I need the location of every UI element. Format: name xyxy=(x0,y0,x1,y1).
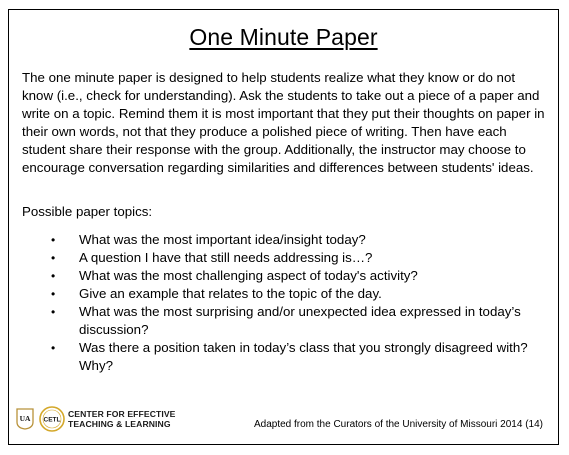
footer-logos xyxy=(16,404,176,434)
org-name-line2: TEACHING & LEARNING xyxy=(68,419,171,429)
topics-heading: Possible paper topics: xyxy=(22,204,153,219)
topic-item xyxy=(46,339,546,375)
bullet-icon: • xyxy=(51,341,56,355)
ua-logo-text: UA xyxy=(19,414,31,423)
ua-logo-icon xyxy=(16,408,34,430)
topic-text: What was the most important idea/insight today? xyxy=(79,232,366,247)
cetl-logo-icon xyxy=(39,406,65,432)
bullet-icon: • xyxy=(51,233,56,247)
topic-item xyxy=(46,303,546,339)
bullet-icon: • xyxy=(51,287,56,301)
topic-list xyxy=(46,231,546,375)
topic-text: What was the most challenging aspect of today's activity? xyxy=(79,268,418,283)
topic-text: A question I have that still needs addressing is…? xyxy=(79,250,373,265)
bullet-icon: • xyxy=(51,269,56,283)
topic-text: Was there a position taken in today’s class that you strongly disagreed with? Why? xyxy=(79,340,528,373)
topic-item xyxy=(46,267,546,285)
topic-text: What was the most surprising and/or unexpected idea expressed in today’s discussion? xyxy=(79,304,521,337)
org-name xyxy=(68,409,176,429)
bullet-icon: • xyxy=(51,305,56,319)
intro-paragraph: The one minute paper is designed to help students realize what they know or do not know (i.e., check for understanding). Ask the students to take out a piece of a paper and write on a topic. Remind them it is most important that they put their thoughts on paper in their own words, not that they produce a polished piece of writing. Then have each student share their response with the group. Additionally, the instructor may choose to encourage conversation regarding similarities and differences between students' ideas. xyxy=(22,70,545,175)
topic-item xyxy=(46,231,546,249)
topic-item xyxy=(46,285,546,303)
topic-item xyxy=(46,249,546,267)
bullet-icon: • xyxy=(51,251,56,265)
topic-text: Give an example that relates to the topic of the day. xyxy=(79,286,382,301)
org-name-line1: CENTER FOR EFFECTIVE xyxy=(68,409,176,419)
cetl-logo-text: CETL xyxy=(43,416,61,424)
attribution-text: Adapted from the Curators of the University of Missouri 2014 (14) xyxy=(253,419,543,430)
page-title: One Minute Paper xyxy=(189,24,378,50)
